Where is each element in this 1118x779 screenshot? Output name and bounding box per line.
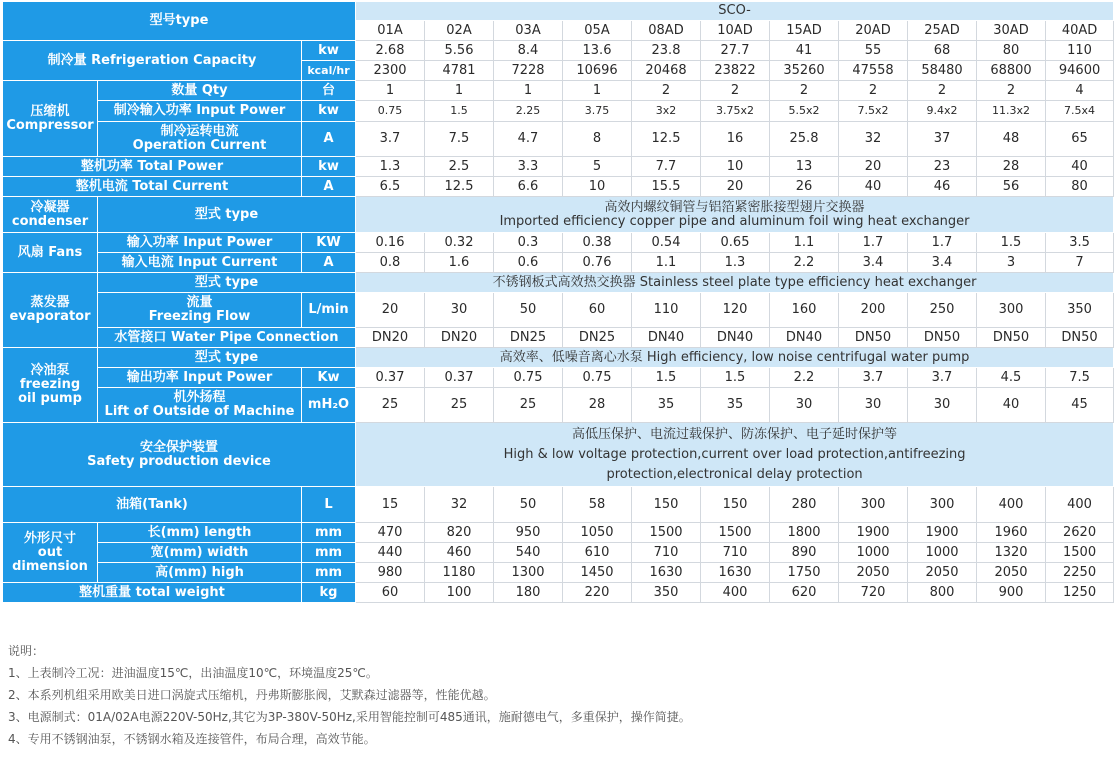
value-cell: 68	[908, 41, 977, 61]
value-cell: 1000	[908, 543, 977, 563]
value-cell: 1.5	[977, 233, 1046, 253]
value-cell: 7.5x4	[1046, 101, 1114, 122]
value-cell: DN50	[839, 328, 908, 348]
oil-pump-group	[3, 348, 98, 423]
value-cell: 1500	[632, 523, 701, 543]
dimension-group-cn: 外形尺寸	[23, 530, 76, 546]
condenser-group-en: condenser	[11, 213, 89, 229]
capacity-label: 制冷量 Refrigeration Capacity	[3, 41, 302, 81]
value-cell: 23822	[701, 61, 770, 81]
note-item: 4、专用不锈钢油泵，不锈钢水箱及连接管件，布局合理，高效节能。	[8, 732, 376, 746]
value-cell: 3.75	[563, 101, 632, 122]
dimension-width-label: 宽(mm) width	[98, 543, 302, 563]
dimension-group-en: out dimension	[12, 544, 88, 574]
value-cell: 23.8	[632, 41, 701, 61]
value-cell: 8	[563, 122, 632, 157]
value-cell: 0.8	[356, 253, 425, 273]
value-cell: DN20	[425, 328, 494, 348]
note-item: 3、电源制式：01A/02A电源220V-50Hz,其它为3P-380V-50Hz,采用智能控制可485通讯，施耐德电气，多重保护，操作简捷。	[8, 710, 691, 724]
value-cell: 620	[770, 583, 839, 603]
evaporator-group	[3, 273, 98, 348]
fans-group: 风扇 Fans	[3, 233, 98, 273]
value-cell: 2	[632, 81, 701, 101]
value-cell: 48	[977, 122, 1046, 157]
value-cell: 16	[701, 122, 770, 157]
oil-pump-group-en1: freezing	[19, 377, 81, 392]
value-cell: 460	[425, 543, 494, 563]
value-cell: 10	[563, 177, 632, 197]
value-cell: 4781	[425, 61, 494, 81]
value-cell: 2.25	[494, 101, 563, 122]
oil-pump-power-unit: Kw	[302, 368, 356, 388]
compressor-power-unit: kw	[302, 101, 356, 122]
oil-pump-lift-unit: mH₂O	[302, 388, 356, 423]
total-current-label: 整机电流 Total Current	[3, 177, 302, 197]
value-cell: 32	[425, 487, 494, 523]
dimension-group	[3, 523, 98, 583]
dimension-height-label: 高(mm) high	[98, 563, 302, 583]
value-cell: 0.75	[356, 101, 425, 122]
evaporator-type-label: 型式 type	[98, 273, 356, 293]
value-cell: 280	[770, 487, 839, 523]
value-cell: 9.4x2	[908, 101, 977, 122]
value-cell: 250	[908, 293, 977, 328]
value-cell: 46	[908, 177, 977, 197]
value-cell: 2250	[1046, 563, 1114, 583]
value-cell: 02A	[425, 21, 494, 41]
value-cell: 2.2	[770, 368, 839, 388]
value-cell: 35	[701, 388, 770, 423]
value-cell: 350	[632, 583, 701, 603]
value-cell: 11.3x2	[977, 101, 1046, 122]
value-cell: 440	[356, 543, 425, 563]
value-cell: 1	[563, 81, 632, 101]
compressor-power-label: 制冷输入功率 Input Power	[98, 101, 302, 122]
value-cell: 150	[632, 487, 701, 523]
weight-unit: kg	[302, 583, 356, 603]
value-cell: 55	[839, 41, 908, 61]
value-cell: 1180	[425, 563, 494, 583]
compressor-current-en: Operation Current	[132, 138, 267, 153]
value-cell: 110	[1046, 41, 1114, 61]
oil-pump-lift-label	[98, 388, 302, 423]
fans-power-label: 输入功率 Input Power	[98, 233, 302, 253]
dimension-length-label: 长(mm) length	[98, 523, 302, 543]
fans-power-unit: KW	[302, 233, 356, 253]
value-cell: 2.68	[356, 41, 425, 61]
value-cell: 3	[977, 253, 1046, 273]
value-cell: 470	[356, 523, 425, 543]
value-cell: 0.38	[563, 233, 632, 253]
value-cell: DN50	[1046, 328, 1114, 348]
condenser-type-label: 型式 type	[98, 197, 356, 233]
safety-text-cn: 高低压保护、电流过载保护、防冻保护、电子延时保护等	[572, 426, 898, 442]
total-power-label: 整机功率 Total Power	[3, 157, 302, 177]
value-cell: 1	[356, 81, 425, 101]
value-cell: 1.5	[701, 368, 770, 388]
value-cell: 180	[494, 583, 563, 603]
value-cell: 1300	[494, 563, 563, 583]
safety-label	[3, 423, 356, 487]
value-cell: 28	[977, 157, 1046, 177]
value-cell: 2	[839, 81, 908, 101]
value-cell: 3.4	[839, 253, 908, 273]
value-cell: 4.7	[494, 122, 563, 157]
value-cell: 100	[425, 583, 494, 603]
value-cell: 300	[908, 487, 977, 523]
value-cell: 94600	[1046, 61, 1114, 81]
compressor-group-en: Compressor	[6, 117, 94, 133]
value-cell: 35	[632, 388, 701, 423]
value-cell: 01A	[356, 21, 425, 41]
value-cell: 13	[770, 157, 839, 177]
value-cell: 350	[1046, 293, 1114, 328]
value-cell: 41	[770, 41, 839, 61]
value-cell: 150	[701, 487, 770, 523]
value-cell: 23	[908, 157, 977, 177]
evaporator-flow-en: Freezing Flow	[148, 309, 251, 324]
value-cell: 7228	[494, 61, 563, 81]
value-cell: 900	[977, 583, 1046, 603]
value-cell: 27.7	[701, 41, 770, 61]
value-cell: 15	[356, 487, 425, 523]
dimension-height-unit: mm	[302, 563, 356, 583]
value-cell: 1500	[701, 523, 770, 543]
dimension-length-unit: mm	[302, 523, 356, 543]
value-cell: 300	[977, 293, 1046, 328]
value-cell: 1050	[563, 523, 632, 543]
series-prefix: SCO-	[356, 2, 1114, 21]
value-cell: 40	[1046, 157, 1114, 177]
value-cell: 1	[494, 81, 563, 101]
value-cell: 80	[1046, 177, 1114, 197]
weight-label: 整机重量 total weight	[3, 583, 302, 603]
value-cell: 4	[1046, 81, 1114, 101]
tank-label: 油箱(Tank)	[3, 487, 302, 523]
compressor-qty-label: 数量 Qty	[98, 81, 302, 101]
notes-title: 说明：	[8, 644, 45, 658]
value-cell: 1.7	[839, 233, 908, 253]
value-cell: 80	[977, 41, 1046, 61]
value-cell: 7.5	[425, 122, 494, 157]
value-cell: 7.7	[632, 157, 701, 177]
spec-table	[2, 1, 1114, 603]
value-cell: 8.4	[494, 41, 563, 61]
value-cell: 400	[1046, 487, 1114, 523]
value-cell: 45	[1046, 388, 1114, 423]
value-cell: 1.5	[425, 101, 494, 122]
value-cell: 0.32	[425, 233, 494, 253]
value-cell: 40AD	[1046, 21, 1114, 41]
value-cell: 300	[839, 487, 908, 523]
total-current-unit: A	[302, 177, 356, 197]
value-cell: 710	[701, 543, 770, 563]
value-cell: 12.5	[632, 122, 701, 157]
value-cell: 15.5	[632, 177, 701, 197]
oil-pump-type-value: 高效率、低噪音离心水泵 High efficiency, low noise centrifugal water pump	[356, 348, 1114, 368]
evaporator-flow-cn: 流量	[186, 295, 213, 310]
value-cell: 25.8	[770, 122, 839, 157]
safety-label-en: Safety production device	[87, 453, 271, 469]
evaporator-type-value: 不锈钢板式高效热交换器 Stainless steel plate type efficiency heat exchanger	[356, 273, 1114, 293]
value-cell: 60	[356, 583, 425, 603]
value-cell: 2.5	[425, 157, 494, 177]
value-cell: 5.5x2	[770, 101, 839, 122]
value-cell: DN40	[632, 328, 701, 348]
value-cell: 5.56	[425, 41, 494, 61]
value-cell: 1500	[1046, 543, 1114, 563]
value-cell: 3.7	[356, 122, 425, 157]
value-cell: 980	[356, 563, 425, 583]
value-cell: 1.3	[701, 253, 770, 273]
notes	[8, 640, 691, 750]
value-cell: 2	[908, 81, 977, 101]
value-cell: 0.37	[356, 368, 425, 388]
capacity-unit-kcal: kcal/hr	[302, 61, 356, 81]
oil-pump-type-label: 型式 type	[98, 348, 356, 368]
value-cell: 0.3	[494, 233, 563, 253]
value-cell: DN20	[356, 328, 425, 348]
value-cell: 1.1	[770, 233, 839, 253]
note-item: 2、本系列机组采用欧美日进口涡旋式压缩机，丹弗斯膨胀阀，艾默森过滤器等，性能优越。	[8, 688, 496, 702]
value-cell: 08AD	[632, 21, 701, 41]
value-cell: 0.37	[425, 368, 494, 388]
value-cell: 25	[425, 388, 494, 423]
value-cell: 7.5x2	[839, 101, 908, 122]
evaporator-flow-unit: L/min	[302, 293, 356, 328]
oil-pump-group-en2: oil pump	[18, 391, 82, 406]
compressor-current-unit: A	[302, 122, 356, 157]
value-cell: 2	[977, 81, 1046, 101]
value-cell: 2.2	[770, 253, 839, 273]
value-cell: 3x2	[632, 101, 701, 122]
value-cell: 1800	[770, 523, 839, 543]
value-cell: 20468	[632, 61, 701, 81]
value-cell: 7.5	[1046, 368, 1114, 388]
evaporator-group-cn: 蒸发器	[30, 295, 70, 310]
value-cell: 710	[632, 543, 701, 563]
value-cell: 1.3	[356, 157, 425, 177]
value-cell: 720	[839, 583, 908, 603]
safety-value	[356, 423, 1114, 487]
value-cell: 13.6	[563, 41, 632, 61]
value-cell: 1320	[977, 543, 1046, 563]
value-cell: 37	[908, 122, 977, 157]
dimension-width-unit: mm	[302, 543, 356, 563]
value-cell: 1630	[701, 563, 770, 583]
value-cell: 1900	[908, 523, 977, 543]
value-cell: 1	[425, 81, 494, 101]
value-cell: 28	[563, 388, 632, 423]
safety-text-en1: High & low voltage protection,current over load protection,antifreezing	[503, 446, 966, 462]
value-cell: 2	[770, 81, 839, 101]
value-cell: 6.6	[494, 177, 563, 197]
value-cell: 0.75	[494, 368, 563, 388]
condenser-type-en: Imported efficiency copper pipe and aluminum foil wing heat exchanger	[499, 213, 970, 229]
value-cell: 2050	[977, 563, 1046, 583]
oil-pump-lift-cn: 机外扬程	[173, 390, 226, 405]
value-cell: 58	[563, 487, 632, 523]
value-cell: 05A	[563, 21, 632, 41]
oil-pump-power-label: 输出功率 Input Power	[98, 368, 302, 388]
value-cell: 12.5	[425, 177, 494, 197]
value-cell: 540	[494, 543, 563, 563]
value-cell: 120	[701, 293, 770, 328]
fans-current-unit: A	[302, 253, 356, 273]
capacity-unit-kw: kw	[302, 41, 356, 61]
value-cell: 800	[908, 583, 977, 603]
compressor-group	[3, 81, 98, 157]
value-cell: 50	[494, 293, 563, 328]
value-cell: 220	[563, 583, 632, 603]
model-label: 型号type	[3, 2, 356, 41]
value-cell: 0.76	[563, 253, 632, 273]
value-cell: DN50	[908, 328, 977, 348]
value-cell: 30	[908, 388, 977, 423]
value-cell: 30	[425, 293, 494, 328]
safety-text-en2: protection,electronical delay protection	[606, 466, 863, 482]
oil-pump-lift-en: Lift of Outside of Machine	[104, 404, 295, 419]
value-cell: DN40	[770, 328, 839, 348]
value-cell: 20	[701, 177, 770, 197]
value-cell: 2620	[1046, 523, 1114, 543]
value-cell: 25AD	[908, 21, 977, 41]
value-cell: 610	[563, 543, 632, 563]
condenser-group	[3, 197, 98, 233]
value-cell: 0.75	[563, 368, 632, 388]
value-cell: 1.5	[632, 368, 701, 388]
value-cell: 58480	[908, 61, 977, 81]
value-cell: 20	[356, 293, 425, 328]
value-cell: DN25	[563, 328, 632, 348]
condenser-type-value	[356, 197, 1114, 233]
value-cell: 400	[701, 583, 770, 603]
value-cell: 1750	[770, 563, 839, 583]
value-cell: 32	[839, 122, 908, 157]
value-cell: 20	[839, 157, 908, 177]
value-cell: 160	[770, 293, 839, 328]
value-cell: 2050	[908, 563, 977, 583]
compressor-group-cn: 压缩机	[30, 103, 70, 119]
value-cell: 3.7	[908, 368, 977, 388]
value-cell: DN25	[494, 328, 563, 348]
value-cell: 1.7	[908, 233, 977, 253]
evaporator-flow-label	[98, 293, 302, 328]
value-cell: 30	[770, 388, 839, 423]
value-cell: 0.6	[494, 253, 563, 273]
value-cell: 3.75x2	[701, 101, 770, 122]
value-cell: 4.5	[977, 368, 1046, 388]
value-cell: 10	[701, 157, 770, 177]
value-cell: 47558	[839, 61, 908, 81]
evaporator-group-en: evaporator	[9, 309, 91, 324]
value-cell: 1960	[977, 523, 1046, 543]
value-cell: DN50	[977, 328, 1046, 348]
evaporator-pipe-label: 水管接口 Water Pipe Connection	[98, 328, 356, 348]
note-item: 1、上表制冷工况：进油温度15℃，出油温度10℃，环境温度25℃。	[8, 666, 378, 680]
value-cell: 68800	[977, 61, 1046, 81]
value-cell: 0.54	[632, 233, 701, 253]
value-cell: 30	[839, 388, 908, 423]
value-cell: 1000	[839, 543, 908, 563]
value-cell: 7	[1046, 253, 1114, 273]
value-cell: 1630	[632, 563, 701, 583]
tank-unit: L	[302, 487, 356, 523]
value-cell: 50	[494, 487, 563, 523]
value-cell: 3.5	[1046, 233, 1114, 253]
value-cell: 2	[701, 81, 770, 101]
value-cell: 950	[494, 523, 563, 543]
compressor-qty-unit: 台	[302, 81, 356, 101]
fans-current-label: 输入电流 Input Current	[98, 253, 302, 273]
value-cell: 1.1	[632, 253, 701, 273]
compressor-current-cn: 制冷运转电流	[160, 124, 239, 139]
value-cell: 200	[839, 293, 908, 328]
value-cell: 03A	[494, 21, 563, 41]
value-cell: 26	[770, 177, 839, 197]
value-cell: 56	[977, 177, 1046, 197]
value-cell: 25	[494, 388, 563, 423]
value-cell: 35260	[770, 61, 839, 81]
value-cell: 1.6	[425, 253, 494, 273]
oil-pump-group-cn: 冷油泵	[30, 363, 70, 378]
value-cell: DN40	[701, 328, 770, 348]
value-cell: 20AD	[839, 21, 908, 41]
value-cell: 10AD	[701, 21, 770, 41]
value-cell: 400	[977, 487, 1046, 523]
value-cell: 10696	[563, 61, 632, 81]
value-cell: 2300	[356, 61, 425, 81]
value-cell: 5	[563, 157, 632, 177]
value-cell: 0.16	[356, 233, 425, 253]
compressor-current-label	[98, 122, 302, 157]
value-cell: 65	[1046, 122, 1114, 157]
value-cell: 1450	[563, 563, 632, 583]
value-cell: 2050	[839, 563, 908, 583]
value-cell: 1900	[839, 523, 908, 543]
value-cell: 6.5	[356, 177, 425, 197]
value-cell: 25	[356, 388, 425, 423]
value-cell: 1250	[1046, 583, 1114, 603]
value-cell: 40	[839, 177, 908, 197]
total-power-unit: kw	[302, 157, 356, 177]
condenser-group-cn: 冷凝器	[30, 199, 70, 215]
value-cell: 15AD	[770, 21, 839, 41]
value-cell: 3.4	[908, 253, 977, 273]
value-cell: 30AD	[977, 21, 1046, 41]
value-cell: 890	[770, 543, 839, 563]
safety-label-cn: 安全保护装置	[139, 439, 218, 455]
value-cell: 820	[425, 523, 494, 543]
value-cell: 3.7	[839, 368, 908, 388]
value-cell: 3.3	[494, 157, 563, 177]
value-cell: 40	[977, 388, 1046, 423]
value-cell: 0.65	[701, 233, 770, 253]
value-cell: 60	[563, 293, 632, 328]
condenser-type-cn: 高效内螺纹铜管与铝箔紧密胀接型翅片交换器	[604, 199, 865, 215]
value-cell: 110	[632, 293, 701, 328]
